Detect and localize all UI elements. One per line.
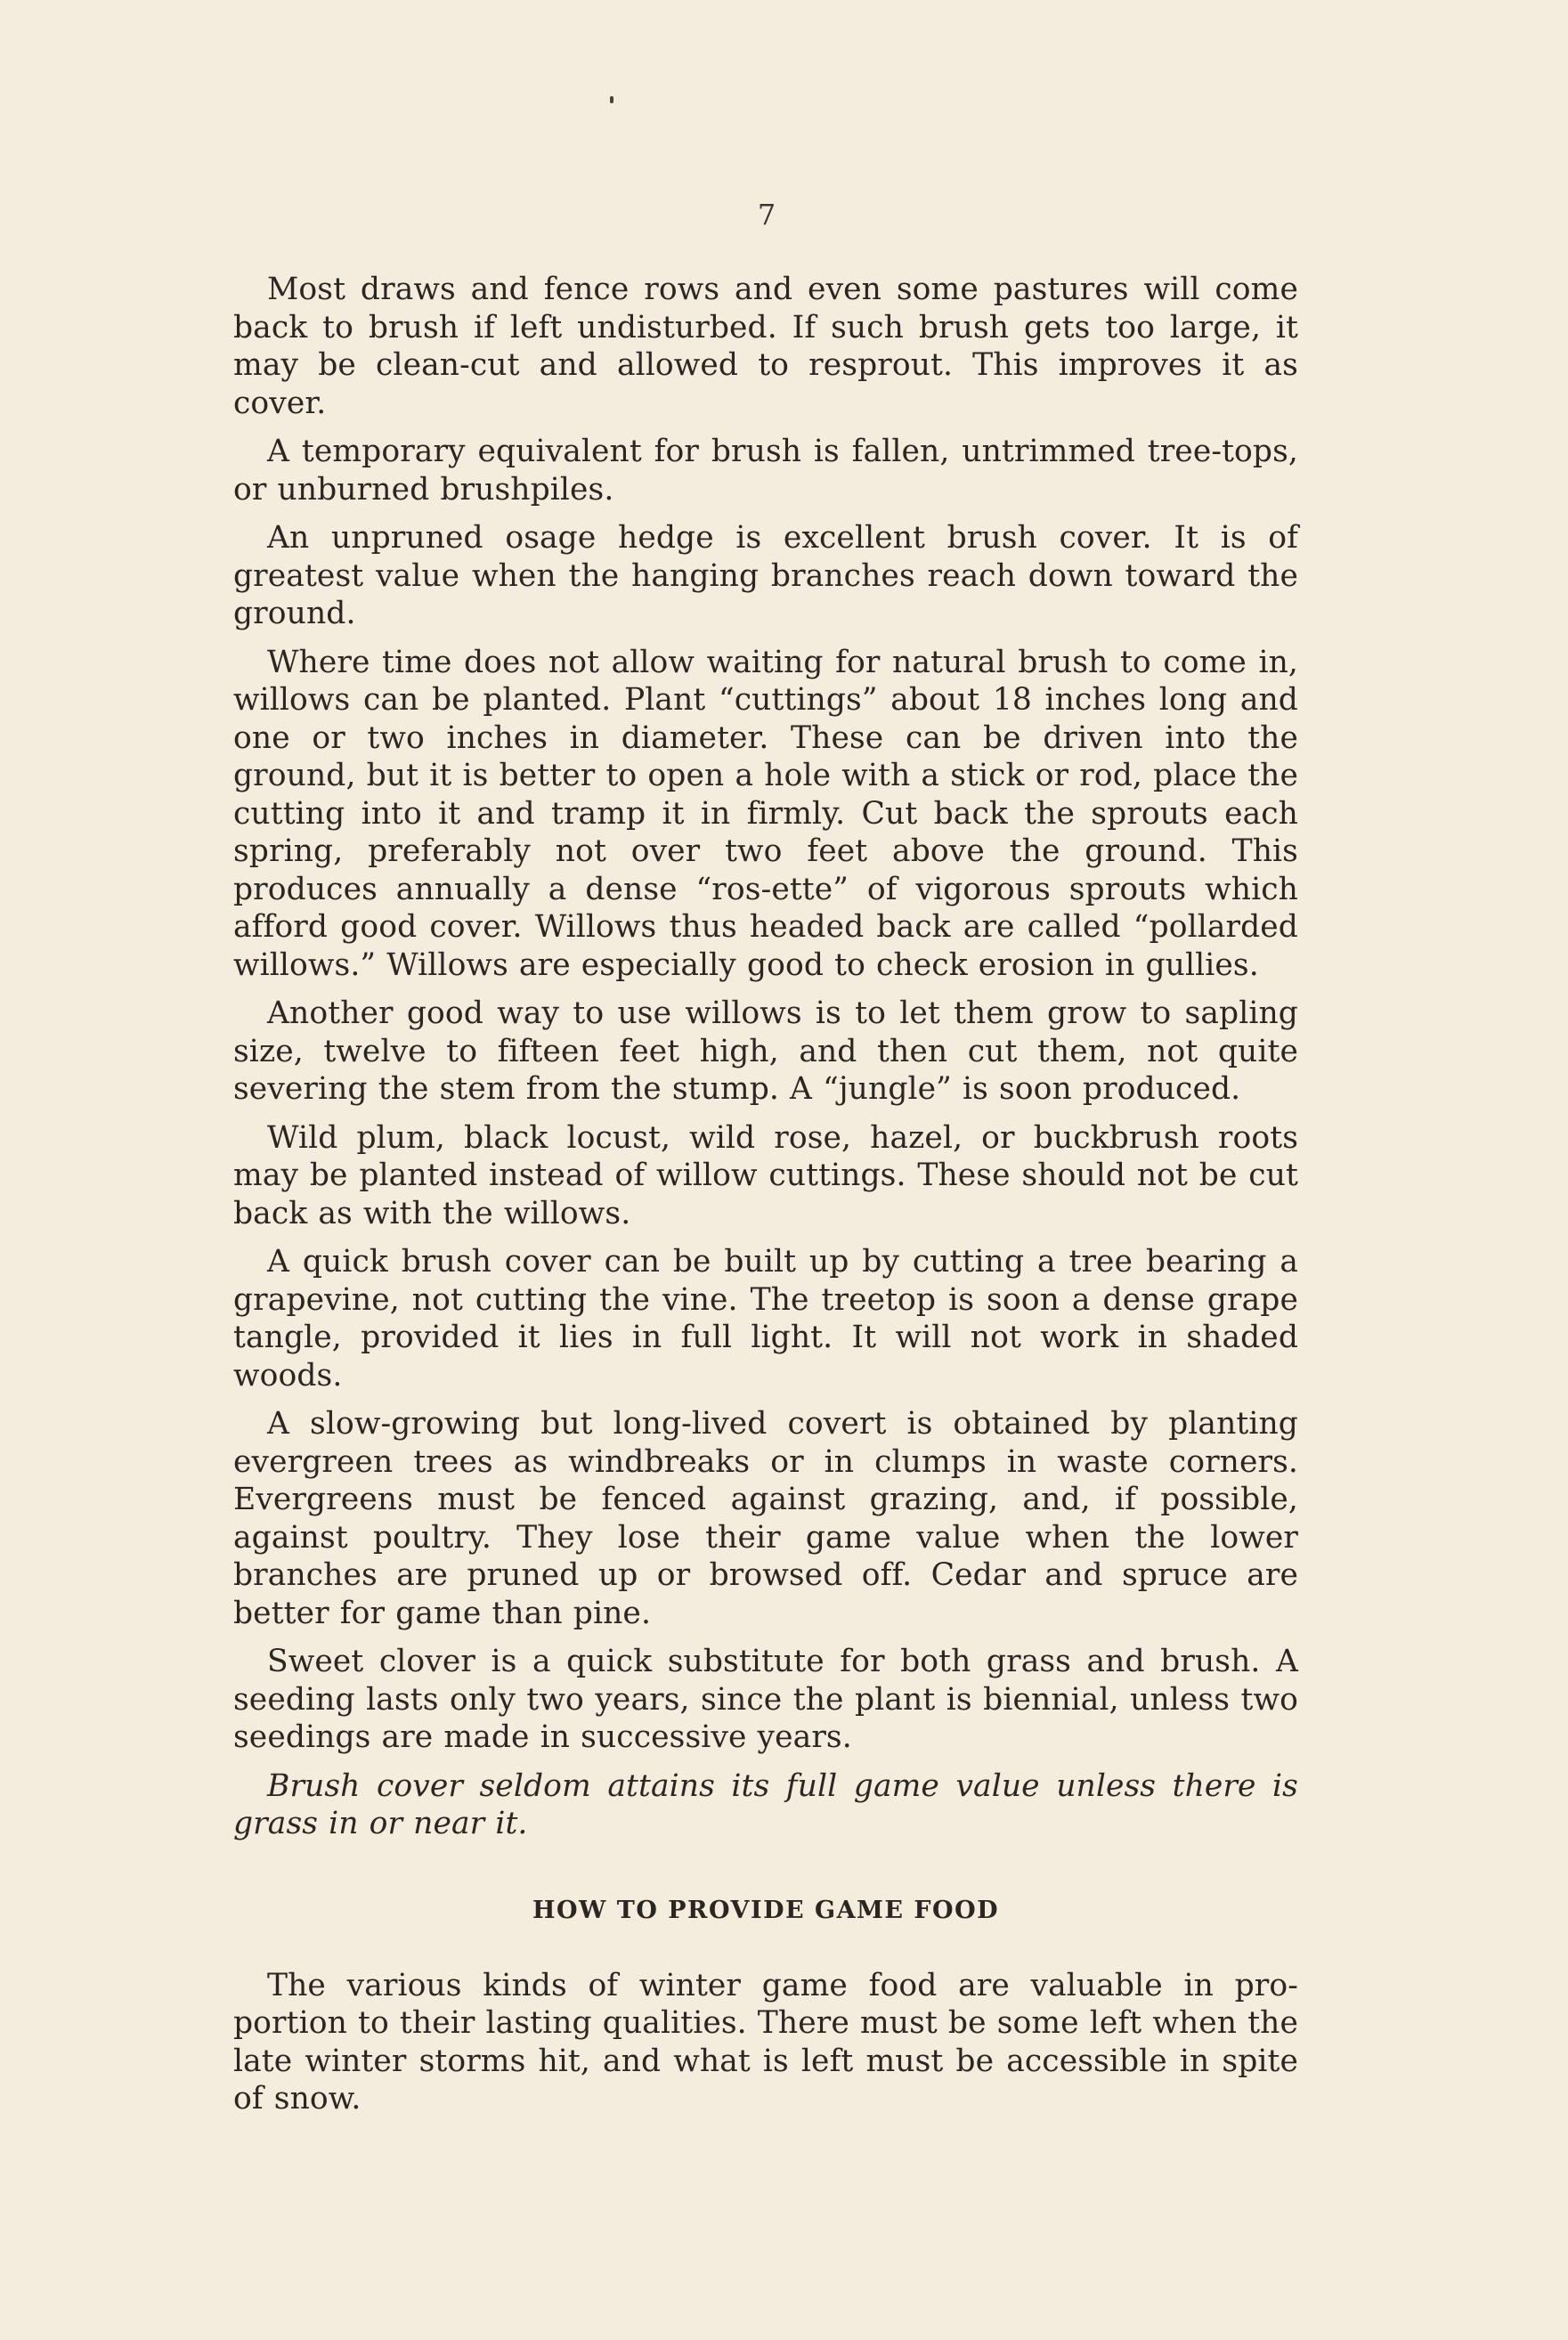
paragraph: Most draws and fence rows and even some pastures will come back to brush if left undisturbed. If such brush gets too large, it may be clean-cut and allowed to resprout. This improves it as cover. — [233, 272, 1298, 421]
paragraph: An unpruned osage hedge is excellent brush cover. It is of greatest value when the hanging branches reach down toward the ground. — [233, 520, 1298, 631]
paragraph: The various kinds of winter game food are valuable in pro-portion to their lasting qualities. There must be some left when the late winter storms hit, and what is left must be accessible in spite of snow. — [233, 1967, 1298, 2117]
paragraph: Where time does not allow waiting for natural brush to come in, willows can be planted. Plant “cuttings” about 18 inches long and one or two inches in diameter. These can be driven into the ground, but it is better to open a hole with a stick or rod, place the cutting into it and tramp it in firmly. Cut back the sprouts each spring, preferably not over two feet above the ground. This produces annually a dense “ros-ette” of vigorous sprouts which afford good cover. Willows thus headed back are called “pollarded willows.” Willows are especially good to check erosion in gullies. — [233, 644, 1298, 983]
body-text — [233, 271, 1298, 2129]
page-number: 7 — [757, 198, 776, 232]
italic-summary-paragraph: Brush cover seldom attains its full game value unless there is grass in or near it. — [233, 1767, 1298, 1841]
paragraph: A quick brush cover can be built up by cutting a tree bearing a grapevine, not cutting the vine. The treetop is soon a dense grape tangle, provided it lies in full light. It will not work in shaded woods. — [233, 1244, 1298, 1393]
paragraph: Sweet clover is a quick substitute for both grass and brush. A seeding lasts only two years, since the plant is biennial, unless two seedings are made in successive years. — [233, 1644, 1298, 1755]
paragraph: A slow-growing but long-lived covert is obtained by planting evergreen trees as windbreaks or in clumps in waste corners. Evergreens must be fenced against grazing, and, if possible, against poultry. They lose their game value when the lower branches are pruned up or browsed off. Cedar and spruce are better for game than pine. — [233, 1406, 1298, 1631]
paragraph: A temporary equivalent for brush is fallen, untrimmed tree-tops, or unburned brushpiles. — [233, 434, 1298, 508]
paragraph: Wild plum, black locust, wild rose, hazel, or buckbrush roots may be planted instead of willow cuttings. These should not be cut back as with the willows. — [233, 1119, 1298, 1231]
section-heading: HOW TO PROVIDE GAME FOOD — [532, 1896, 1000, 1924]
paragraph: Another good way to use willows is to let them grow to sapling size, twelve to fifteen feet high, and then cut them, not quite severing the stem from the stump. A “jungle” is soon produced. — [233, 995, 1298, 1107]
print-speck — [610, 96, 613, 103]
